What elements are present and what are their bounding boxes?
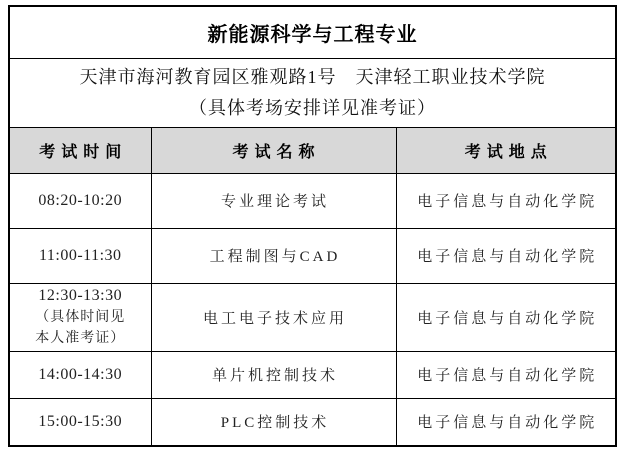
page-title: 新能源科学与工程专业 xyxy=(9,6,616,58)
table-header-row xyxy=(9,127,616,173)
table-row xyxy=(9,283,616,351)
address-line-2: （具体考场安排详见准考证） xyxy=(189,97,437,118)
address-line-1: 天津市海河教育园区雅观路1号 天津轻工职业技术学院 xyxy=(79,66,546,87)
table-row xyxy=(9,398,616,446)
col-header-exam-place: 考试地点 xyxy=(396,127,616,173)
exam-place: 电子信息与自动化学院 xyxy=(396,283,616,351)
exam-name: 专业理论考试 xyxy=(151,173,396,228)
exam-name: PLC控制技术 xyxy=(151,398,396,446)
exam-time: 08:20-10:20 xyxy=(9,173,151,228)
exam-name: 单片机控制技术 xyxy=(151,351,396,398)
exam-name: 电工电子技术应用 xyxy=(151,283,396,351)
exam-time: 15:00-15:30 xyxy=(9,398,151,446)
address-row xyxy=(9,58,616,127)
exam-time-range: 12:30-13:30 xyxy=(38,287,123,304)
exam-schedule-sheet xyxy=(8,5,615,445)
exam-time-note: 本人准考证） xyxy=(35,331,126,346)
exam-location-address xyxy=(9,58,616,127)
col-header-exam-time: 考试时间 xyxy=(9,127,151,173)
exam-time: 11:00-11:30 xyxy=(9,228,151,283)
exam-time-note: （具体时间见 xyxy=(35,310,126,325)
exam-place: 电子信息与自动化学院 xyxy=(396,398,616,446)
exam-schedule-table xyxy=(8,5,617,447)
exam-place: 电子信息与自动化学院 xyxy=(396,351,616,398)
exam-place: 电子信息与自动化学院 xyxy=(396,228,616,283)
exam-time: 14:00-14:30 xyxy=(9,351,151,398)
table-row xyxy=(9,228,616,283)
exam-name: 工程制图与CAD xyxy=(151,228,396,283)
table-row xyxy=(9,173,616,228)
title-row xyxy=(9,6,616,58)
table-row xyxy=(9,351,616,398)
col-header-exam-name: 考试名称 xyxy=(151,127,396,173)
exam-place: 电子信息与自动化学院 xyxy=(396,173,616,228)
exam-time xyxy=(9,283,151,351)
